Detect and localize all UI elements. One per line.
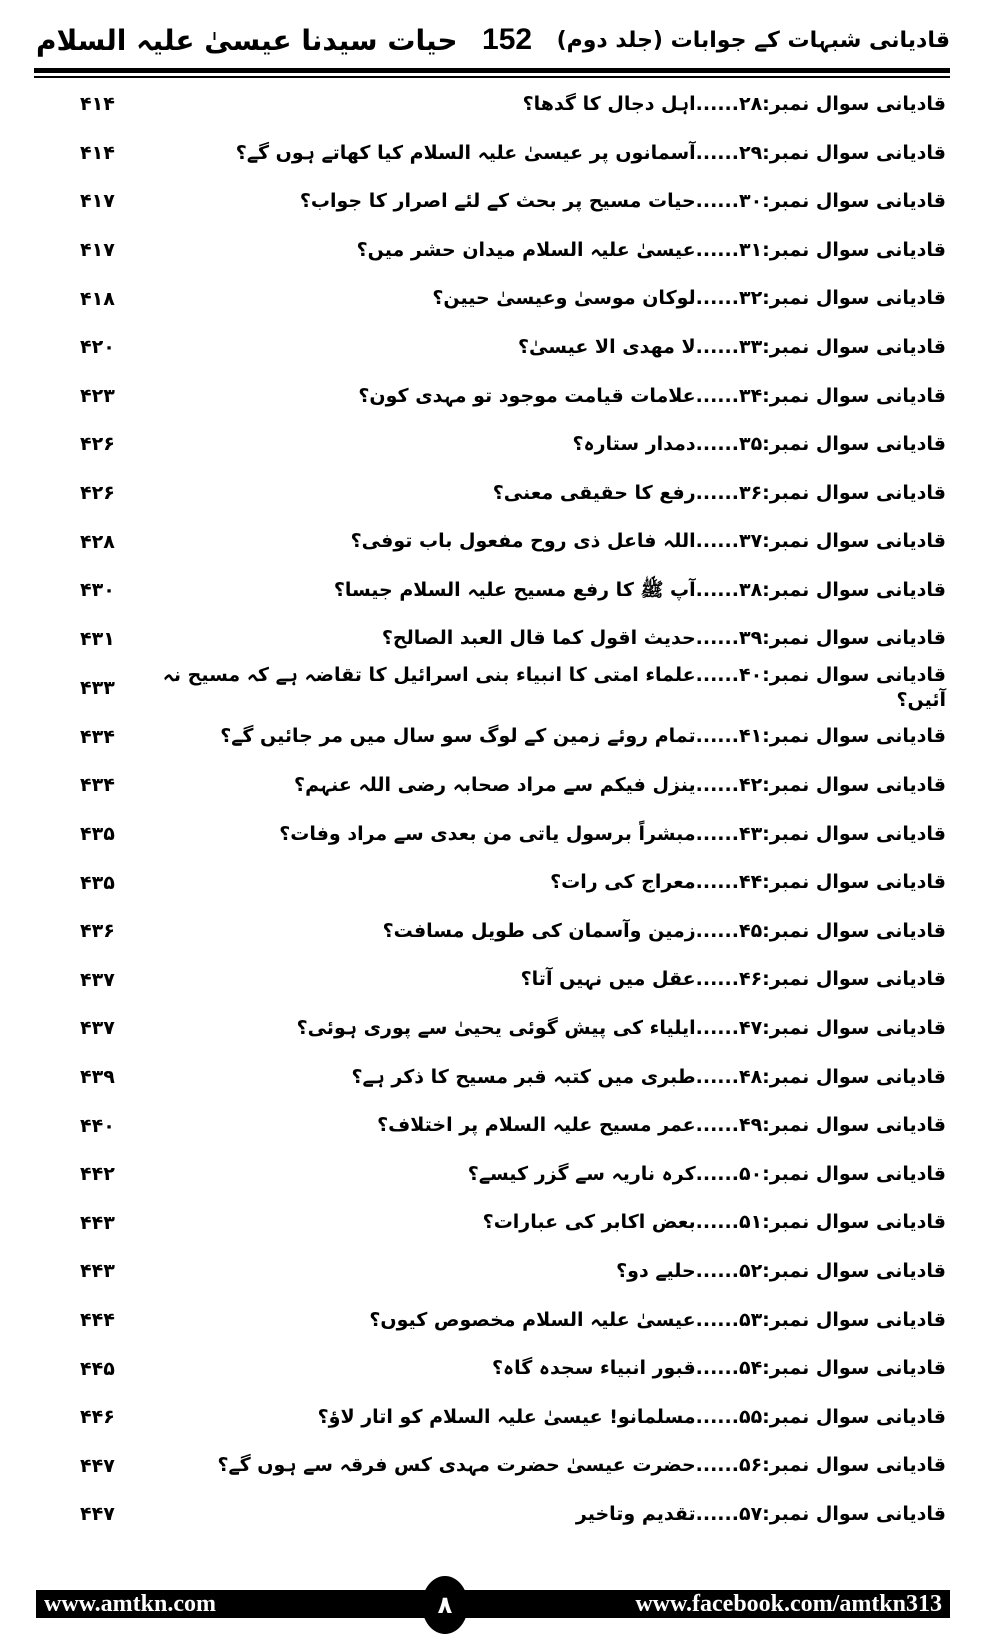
entry-page-number: ۴۴۲ <box>80 1163 115 1186</box>
entry-page-number: ۴۳۹ <box>80 1065 115 1088</box>
entry-page-number: ۴۴۷ <box>80 1503 115 1526</box>
entry-title: قادیانی سوال نمبر:۵۶......حضرت عیسیٰ حضرت مہدی کس فرقہ سے ہوں گے؟ <box>217 1454 946 1477</box>
entry-page-number: ۴۴۰ <box>80 1114 115 1137</box>
entry-title: قادیانی سوال نمبر:۴۷......ایلیاء کی پیش گوئی یحییٰ سے پوری ہوئی؟ <box>296 1017 946 1040</box>
page-footer <box>36 1590 950 1618</box>
contents-entry <box>80 1490 946 1539</box>
entry-page-number: ۴۳۱ <box>80 627 115 650</box>
contents-entry <box>80 129 946 178</box>
page-number: 152 <box>482 23 533 56</box>
contents-entry <box>80 713 946 762</box>
entry-page-number: ۴۳۵ <box>80 822 115 845</box>
entry-page-number: ۴۳۰ <box>80 579 115 602</box>
entry-page-number: ۴۴۳ <box>80 1260 115 1283</box>
entry-title: قادیانی سوال نمبر:۴۹......عمر مسیح علیہ السلام پر اختلاف؟ <box>377 1114 946 1137</box>
entry-title: قادیانی سوال نمبر:۳۷......اللہ فاعل ذی روح مفعول باب توفی؟ <box>350 530 946 553</box>
entry-title: قادیانی سوال نمبر:۴۰......علماء امتی کا انبیاء بنی اسرائیل کا تقاضہ ہے کہ مسیح نہ آئیں؟ <box>162 664 946 711</box>
contents-entry <box>80 663 946 712</box>
contents-entry <box>80 1344 946 1393</box>
contents-entry <box>80 323 946 372</box>
header-rule-thin <box>34 76 950 78</box>
contents-entry <box>80 80 946 129</box>
contents-entry <box>80 517 946 566</box>
entry-page-number: ۴۲۶ <box>80 482 115 505</box>
entry-title: قادیانی سوال نمبر:۴۶......عقل میں نہیں آتا؟ <box>520 968 946 991</box>
entry-title: قادیانی سوال نمبر:۴۳......مبشراً برسول یاتی من بعدی سے مراد وفات؟ <box>279 822 946 845</box>
entry-title: قادیانی سوال نمبر:۴۵......زمین وآسمان کی طویل مسافت؟ <box>382 919 946 942</box>
entry-page-number: ۴۲۶ <box>80 433 115 456</box>
entry-title: قادیانی سوال نمبر:۵۰......کرہ ناریہ سے گزر کیسے؟ <box>467 1162 946 1185</box>
entry-title: قادیانی سوال نمبر:۳۸......آپ ﷺ کا رفع مسیح علیہ السلام جیسا؟ <box>333 578 946 601</box>
entry-page-number: ۴۱۴ <box>80 93 115 116</box>
contents-entry <box>80 615 946 664</box>
entry-page-number: ۴۴۷ <box>80 1454 115 1477</box>
contents-entry <box>80 372 946 421</box>
contents-entry <box>80 469 946 518</box>
contents-entry <box>80 1247 946 1296</box>
entry-page-number: ۴۱۸ <box>80 287 115 310</box>
contents-entry <box>80 761 946 810</box>
entry-title: قادیانی سوال نمبر:۴۸......طبری میں کتبہ قبر مسیح کا ذکر ہے؟ <box>351 1065 946 1088</box>
entry-title: قادیانی سوال نمبر:۲۸......اہل دجال کا گدھا؟ <box>522 92 946 115</box>
website-link[interactable]: www.amtkn.com <box>44 1591 216 1617</box>
entry-title: قادیانی سوال نمبر:۴۱......تمام روئے زمین کے لوگ سو سال میں مر جائیں گے؟ <box>220 725 946 748</box>
entry-page-number: ۴۳۴ <box>80 725 115 748</box>
entry-title: قادیانی سوال نمبر:۳۶......رفع کا حقیقی معنی؟ <box>492 481 946 504</box>
entry-page-number: ۴۳۵ <box>80 871 115 894</box>
facebook-link[interactable]: www.facebook.com/amtkn313 <box>635 1591 942 1617</box>
entry-page-number: ۴۴۳ <box>80 1211 115 1234</box>
contents-entry <box>80 858 946 907</box>
contents-entry <box>80 1393 946 1442</box>
contents-entry <box>80 1053 946 1102</box>
entry-title: قادیانی سوال نمبر:۵۱......بعض اکابر کی عبارات؟ <box>482 1211 946 1234</box>
contents-entry <box>80 226 946 275</box>
contents-entry <box>80 420 946 469</box>
entry-page-number: ۴۲۰ <box>80 336 115 359</box>
entry-title: قادیانی سوال نمبر:۳۹......حدیث اقول کما قال العبد الصالح؟ <box>381 627 946 650</box>
entry-title: قادیانی سوال نمبر:۵۳......عیسیٰ علیہ السلام مخصوص کیوں؟ <box>369 1308 946 1331</box>
entry-title: قادیانی سوال نمبر:۵۵......مسلمانو! عیسیٰ علیہ السلام کو اتار لاؤ؟ <box>317 1405 946 1428</box>
entry-page-number: ۴۲۸ <box>80 530 115 553</box>
contents-entry <box>80 955 946 1004</box>
book-title: حیات سیدنا عیسیٰ علیہ السلام <box>36 23 458 57</box>
entry-title: قادیانی سوال نمبر:۵۷......تقدیم وتاخیر <box>575 1502 946 1525</box>
entry-page-number: ۴۱۷ <box>80 190 115 213</box>
entry-page-number: ۴۳۷ <box>80 1017 115 1040</box>
entry-page-number: ۴۴۶ <box>80 1406 115 1429</box>
entry-page-number: ۴۳۶ <box>80 920 115 943</box>
entry-title: قادیانی سوال نمبر:۲۹......آسمانوں پر عیسیٰ علیہ السلام کیا کھاتے ہوں گے؟ <box>235 141 946 164</box>
entry-page-number: ۴۴۴ <box>80 1308 115 1331</box>
entry-title: قادیانی سوال نمبر:۴۲......ینزل فیکم سے مراد صحابہ رضی اللہ عنہم؟ <box>294 774 946 797</box>
entry-page-number: ۴۳۷ <box>80 968 115 991</box>
entry-page-number: ۴۳۳ <box>80 676 115 699</box>
entry-page-number: ۴۲۳ <box>80 384 115 407</box>
contents-entry <box>80 1150 946 1199</box>
header-rule-thick <box>34 68 950 73</box>
page-marker: ۸ <box>422 1576 468 1634</box>
entry-title: قادیانی سوال نمبر:۳۳......لا مهدی الا عیسیٰ؟ <box>518 335 946 358</box>
entry-title: قادیانی سوال نمبر:۵۴......قبور انبیاء سجدہ گاہ؟ <box>491 1357 946 1380</box>
contents-entry <box>80 274 946 323</box>
page-header <box>36 14 950 66</box>
entry-title: قادیانی سوال نمبر:۵۲......حلیے دو؟ <box>616 1259 946 1282</box>
contents-entry <box>80 1004 946 1053</box>
entry-page-number: ۴۱۷ <box>80 239 115 262</box>
entry-title: قادیانی سوال نمبر:۳۰......حیات مسیح پر بحث کے لئے اصرار کا جواب؟ <box>299 190 946 213</box>
entry-title: قادیانی سوال نمبر:۳۱......عیسیٰ علیہ السلام میدان حشر میں؟ <box>356 238 946 261</box>
entry-page-number: ۴۴۵ <box>80 1357 115 1380</box>
series-title: قادیانی شبہات کے جوابات (جلد دوم) <box>556 27 950 53</box>
contents-entry <box>80 1198 946 1247</box>
contents-entry <box>80 810 946 859</box>
entry-title: قادیانی سوال نمبر:۳۴......علامات قیامت موجود تو مہدی کون؟ <box>358 384 946 407</box>
contents-entry <box>80 566 946 615</box>
entry-page-number: ۴۳۴ <box>80 774 115 797</box>
contents-entry <box>80 177 946 226</box>
entry-title: قادیانی سوال نمبر:۳۵......دمدار ستارہ؟ <box>572 433 946 456</box>
entry-title: قادیانی سوال نمبر:۳۲......لوکان موسیٰ وعیسیٰ حیین؟ <box>432 287 946 310</box>
contents-entry <box>80 1101 946 1150</box>
entry-page-number: ۴۱۴ <box>80 141 115 164</box>
entry-title: قادیانی سوال نمبر:۴۴......معراج کی رات؟ <box>550 871 946 894</box>
contents-list <box>80 80 946 1539</box>
contents-entry <box>80 1296 946 1345</box>
contents-entry <box>80 1441 946 1490</box>
contents-entry <box>80 907 946 956</box>
